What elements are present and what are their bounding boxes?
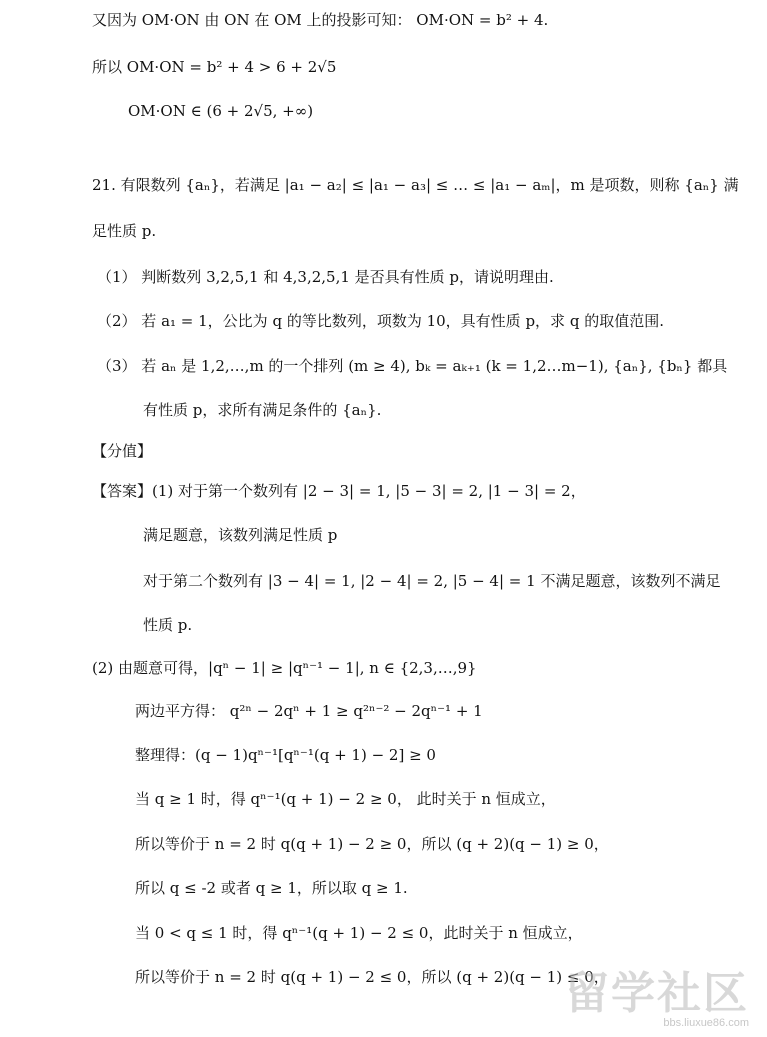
part-2-line-5: 所以等价于 n = 2 时 q(q + 1) − 2 ≥ 0，所以 (q + 2)(q − 1) ≥ 0， <box>135 835 609 853</box>
part-2-line-7: 当 0 < q ≤ 1 时，得 qⁿ⁻¹(q + 1) − 2 ≤ 0，此时关于 n 恒成立， <box>135 924 583 942</box>
text-line-3: OM·ON ∈ (6 + 2√5, +∞) <box>128 102 314 120</box>
answer-line-4: 性质 p. <box>143 616 193 634</box>
part-2-line-6: 所以 q ≤ -2 或者 q ≥ 1，所以取 q ≥ 1. <box>135 879 408 897</box>
part-2-line-3: 整理得：(q − 1)qⁿ⁻¹[qⁿ⁻¹(q + 1) − 2] ≥ 0 <box>135 746 436 764</box>
text-line-1: 又因为 OM·ON 由 ON 在 OM 上的投影可知： OM·ON = b² + 4. <box>92 11 549 29</box>
question-1: （1） 判断数列 3,2,5,1 和 4,3,2,5,1 是否具有性质 p，请说明理由. <box>97 268 554 286</box>
part-2-line-8: 所以等价于 n = 2 时 q(q + 1) − 2 ≤ 0，所以 (q + 2)(q − 1) ≤ 0， <box>135 968 609 986</box>
problem-21-line-1: 21. 有限数列 {aₙ}，若满足 |a₁ − a₂| ≤ |a₁ − a₃| ≤ … ≤ |a₁ − aₘ|，m 是项数，则称 {aₙ} 满 <box>92 176 739 194</box>
question-2: （2） 若 a₁ = 1，公比为 q 的等比数列，项数为 10，具有性质 p，求 q 的取值范围. <box>97 312 664 330</box>
part-2-line-1: (2) 由题意可得，|qⁿ − 1| ≥ |qⁿ⁻¹ − 1|, n ∈ {2,3,…,9} <box>92 659 477 677</box>
watermark-url: bbs.liuxue86.com <box>663 1017 749 1029</box>
score-heading: 【分值】 <box>92 442 153 460</box>
answer-line-3: 对于第二个数列有 |3 − 4| = 1, |2 − 4| = 2, |5 − 4| = 1 不满足题意，该数列不满足 <box>143 572 721 590</box>
watermark-logo-text: 留学社区 <box>565 969 749 1018</box>
question-3-line-2: 有性质 p，求所有满足条件的 {aₙ}. <box>143 401 382 419</box>
text-line-2: 所以 OM·ON = b² + 4 > 6 + 2√5 <box>92 58 337 76</box>
part-2-line-2: 两边平方得： q²ⁿ − 2qⁿ + 1 ≥ q²ⁿ⁻² − 2qⁿ⁻¹ + 1 <box>135 702 483 720</box>
answer-line-2: 满足题意，该数列满足性质 p <box>143 526 338 544</box>
watermark-logo <box>565 957 749 1029</box>
part-2-line-4: 当 q ≥ 1 时，得 qⁿ⁻¹(q + 1) − 2 ≥ 0， 此时关于 n 恒成立， <box>135 790 556 808</box>
problem-21-line-2: 足性质 p. <box>92 222 157 240</box>
answer-line-1: 【答案】(1) 对于第一个数列有 |2 − 3| = 1, |5 − 3| = 2, |1 − 3| = 2， <box>92 482 586 500</box>
question-3-line-1: （3） 若 aₙ 是 1,2,…,m 的一个排列 (m ≥ 4), bₖ = aₖ₊₁ (k = 1,2…m−1), {aₙ}, {bₙ} 都具 <box>97 357 728 375</box>
